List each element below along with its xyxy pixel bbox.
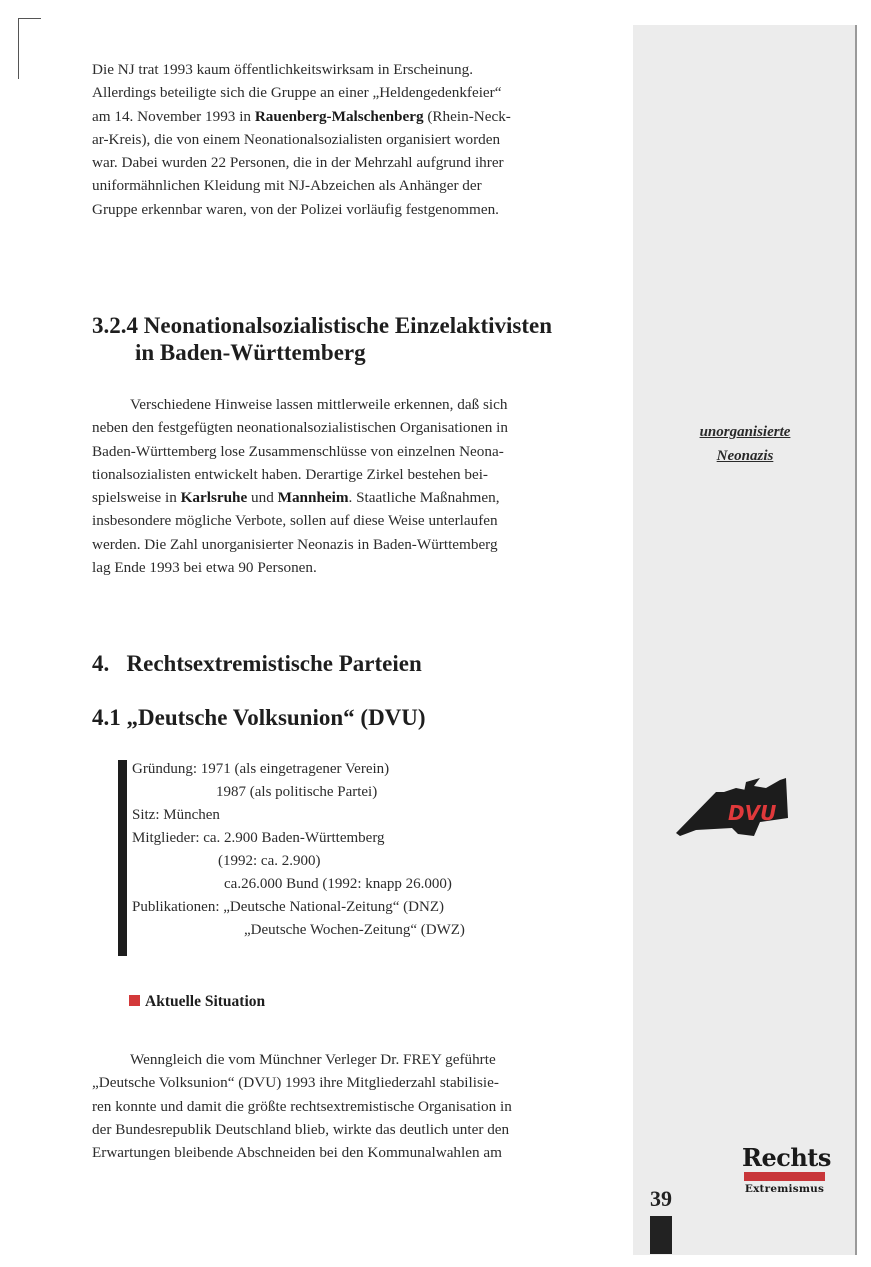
brand-title: Rechts (742, 1143, 831, 1172)
text-line: ar-Kreis), die von einem Neonationalsozialisten organisiert worden (92, 130, 501, 148)
city-name: Karlsruhe (180, 489, 248, 507)
city-name: Mannheim (277, 489, 349, 507)
section-3-2-4-paragraph (92, 393, 612, 579)
text-line: neben den festgefügten neonationalsozialistischen Organisationen in (92, 419, 508, 437)
section-heading-3-2-4: 3.2.4 Neonationalsozialistische Einzelaktivisten in Baden-Württemberg (92, 313, 552, 365)
fact-publications: Publikationen: „Deutsche National-Zeitung“ (DNZ) (132, 899, 444, 915)
rechtsextremismus-brand-logo (742, 1143, 831, 1195)
fact-members-federal: ca.26.000 Bund (1992: knapp 26.000) (224, 876, 452, 892)
text-line: Baden-Württemberg lose Zusammenschlüsse von einzelnen Neona- (92, 442, 504, 460)
text-line: Verschiedene Hinweise lassen mittlerweile erkennen, daß sich (130, 396, 508, 413)
page-number: 39 (650, 1186, 672, 1211)
red-square-bullet-icon (129, 995, 140, 1006)
dvu-fact-box (118, 758, 598, 958)
text-line: spielsweise in Karlsruhe und Mannheim. Staatliche Maßnahmen, (92, 489, 500, 507)
text-line: Erwartungen bleibende Abschneiden bei den Kommunalwahlen am (92, 1144, 502, 1162)
margin-sidebar (633, 25, 857, 1255)
fact-founding-party: 1987 (als politische Partei) (216, 784, 378, 800)
intro-paragraph (92, 58, 612, 221)
fact-box-bar (118, 760, 127, 956)
fact-members-1992: (1992: ca. 2.900) (218, 853, 321, 869)
text-line: Wenngleich die vom Münchner Verleger Dr. FREY geführte (130, 1051, 496, 1068)
text-line: war. Dabei wurden 22 Personen, die in der Mehrzahl aufgrund ihrer (92, 154, 504, 172)
section-4-1-paragraph (92, 1048, 612, 1164)
margin-note-unorganized-neonazis: unorganisierte Neonazis (699, 424, 791, 464)
text-line: tionalsozialisten entwickelt haben. Derartige Zirkel bestehen bei- (92, 465, 488, 483)
text-line: uniformähnlichen Kleidung mit NJ-Abzeichen als Anhänger der (92, 177, 482, 195)
text-line: Die NJ trat 1993 kaum öffentlichkeitswirksam in Erscheinung. (92, 61, 474, 78)
section-heading-4: 4. Rechtsextremistische Parteien (92, 651, 422, 676)
brand-subtitle: Extremismus (744, 1183, 825, 1195)
text-line: der Bundesrepublik Deutschland blieb, wirkte das deutlich unter den (92, 1120, 510, 1138)
text-line: lag Ende 1993 bei etwa 90 Personen. (92, 559, 317, 577)
text-line: am 14. November 1993 in Rauenberg-Malschenberg (Rhein-Neck- (92, 107, 511, 125)
svg-text:DVU: DVU (728, 801, 777, 825)
fact-publications-2: „Deutsche Wochen-Zeitung“ (DWZ) (244, 922, 465, 938)
text-line: werden. Die Zahl unorganisierter Neonazis in Baden-Württemberg (92, 535, 498, 553)
fact-members: Mitglieder: ca. 2.900 Baden-Württemberg (132, 830, 385, 846)
fact-seat: Sitz: München (132, 807, 220, 823)
dvu-eagle-logo-icon (676, 758, 791, 838)
text-line: Gruppe erkennbar waren, von der Polizei vorläufig festgenommen. (92, 200, 499, 218)
text-line: „Deutsche Volksunion“ (DVU) 1993 ihre Mitgliederzahl stabilisie- (92, 1074, 499, 1092)
text-line: insbesondere mögliche Verbote, sollen auf diese Weise unterlaufen (92, 512, 498, 530)
fact-founding: Gründung: 1971 (als eingetragener Verein) (132, 761, 390, 777)
crop-mark (18, 18, 41, 79)
text-line: Allerdings beteiligte sich die Gruppe an einer „Heldengedenkfeier“ (92, 84, 502, 102)
brand-red-band (744, 1172, 825, 1181)
text-line: ren konnte und damit die größte rechtsextremistische Organisation in (92, 1097, 512, 1115)
section-heading-4-1: 4.1 „Deutsche Volksunion“ (DVU) (92, 705, 426, 730)
place-name: Rauenberg-Malschenberg (254, 107, 424, 125)
subheading-current-situation: Aktuelle Situation (129, 993, 265, 1011)
page-marker-bar (650, 1216, 672, 1254)
